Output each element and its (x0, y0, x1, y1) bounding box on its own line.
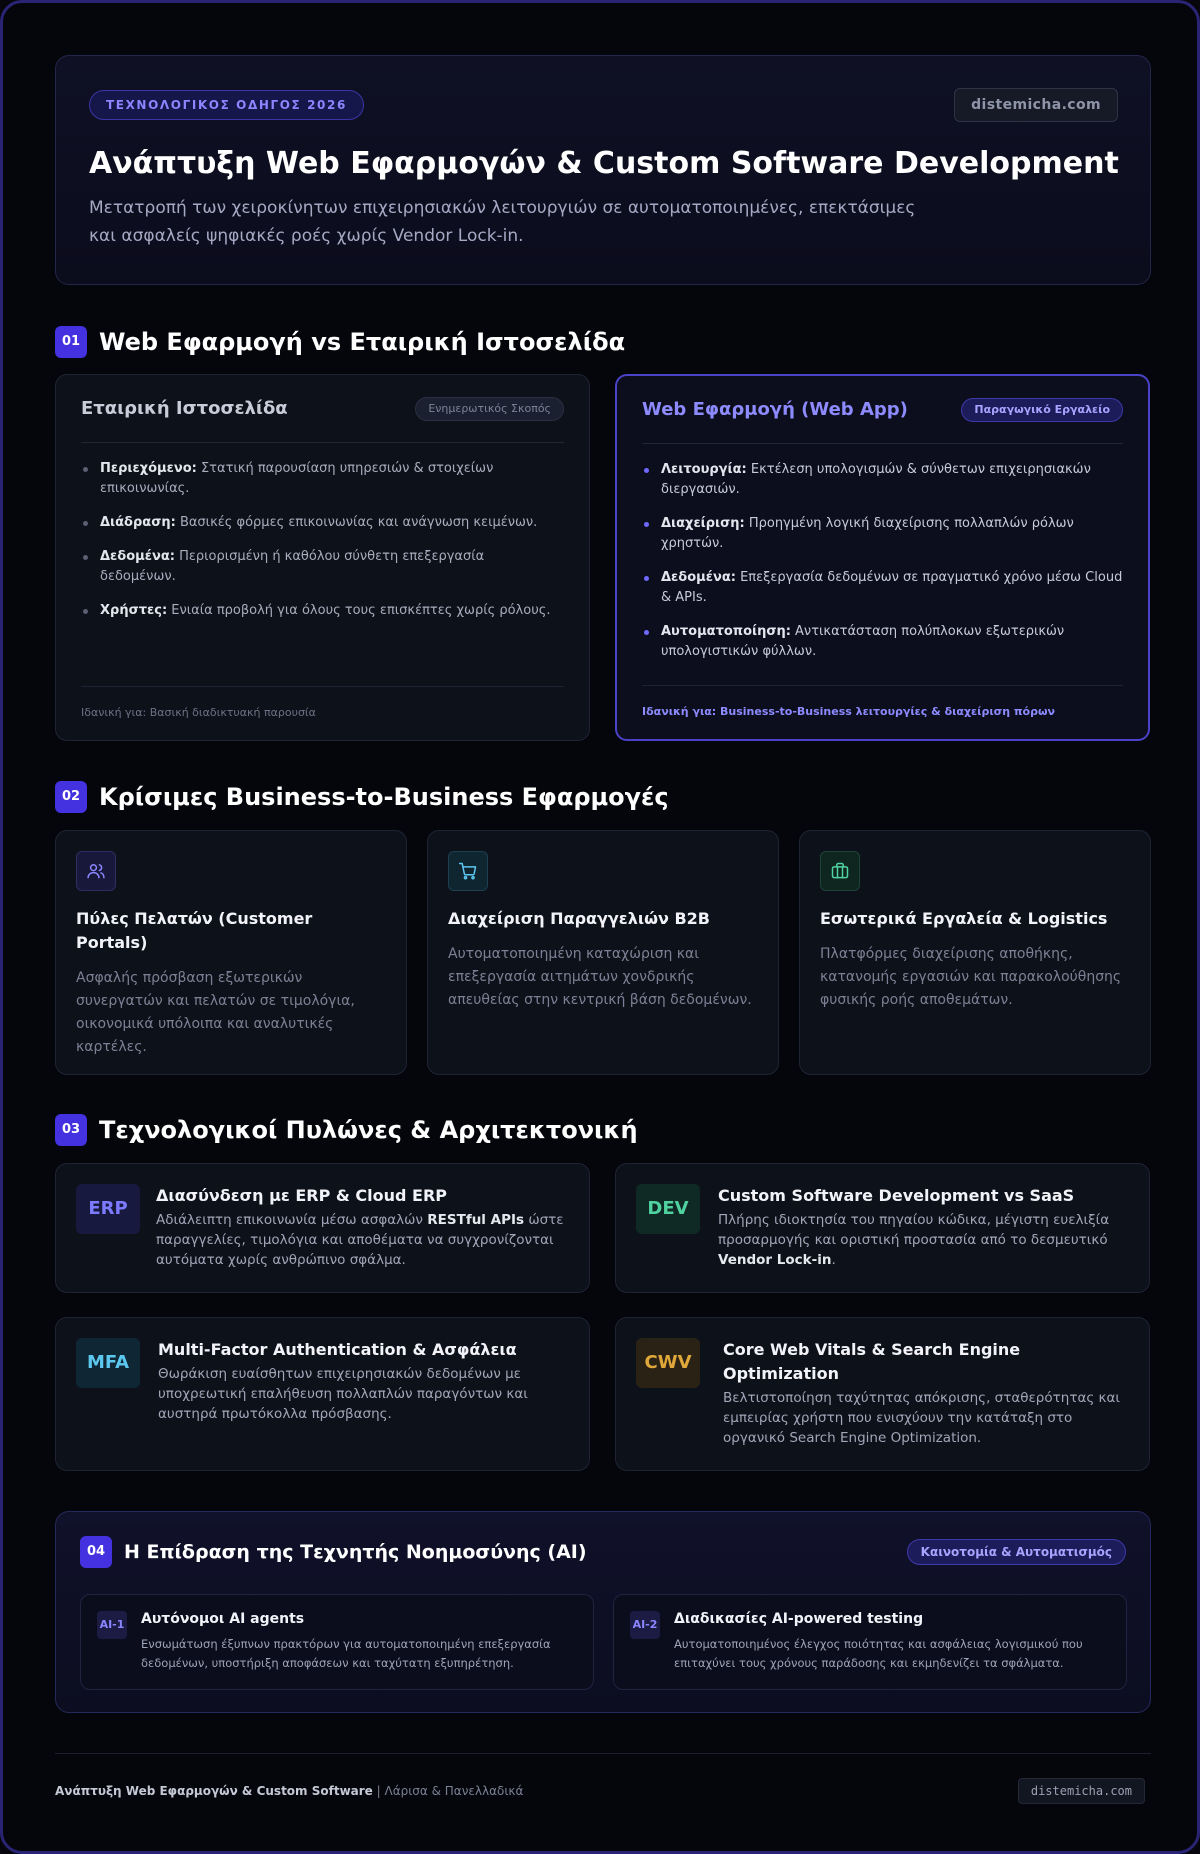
item-text: Εκτέλεση υπολογισμών & σύνθετων επιχειρησιακών διεργασιών. (661, 462, 1091, 497)
b2b-card (799, 830, 1151, 1075)
subtitle-line: και ασφαλείς ψηφιακές ροές χωρίς Vendor Lock-in. (89, 226, 524, 246)
list-item (642, 460, 1123, 500)
ai-card-body (674, 1609, 1110, 1673)
users-icon (76, 851, 116, 891)
card-title: Αυτόνομοι AI agents (141, 1611, 305, 1627)
section-heading (55, 326, 625, 358)
card-text (156, 1210, 565, 1270)
ai-card (80, 1594, 594, 1690)
card-header (642, 376, 1123, 444)
briefcase-icon (820, 851, 860, 891)
item-label: Δεδομένα: (661, 570, 736, 585)
tech-card-body (156, 1184, 565, 1270)
text-part: Βελτιστοποίηση ταχύτητας απόκρισης, σταθερότητας και εμπειρίας χρήστη που ενισχύουν την κατάταξη στο οργανικό Search Engine Optimization. (723, 1390, 1120, 1446)
card-title: Custom Software Development vs SaaS (718, 1186, 1075, 1205)
section-title: Η Επίδραση της Τεχνητής Νοημοσύνης (AI) (124, 1541, 587, 1563)
text-part: . (831, 1252, 836, 1268)
item-text: Αντικατάσταση πολύπλοκων εξωτερικών υπολογιστικών φύλλων. (661, 624, 1065, 659)
guide-badge: ΤΕΧΝΟΛΟΓΙΚΟΣ ΟΔΗΓΟΣ 2026 (89, 90, 364, 120)
erp-badge: ERP (76, 1184, 140, 1234)
ai-badge: AI-2 (630, 1611, 660, 1639)
text-emphasis: RESTful APIs (427, 1212, 525, 1228)
subtitle-line: Μετατροπή των χειροκίνητων επιχειρησιακών λειτουργιών σε αυτοματοποιημένες, επεκτάσιμες (89, 198, 916, 218)
ai-panel (55, 1511, 1151, 1713)
ideal-for-note: Ιδανική για: Βασική διαδικτυακή παρουσία (81, 686, 564, 740)
section-number: 04 (80, 1536, 112, 1568)
card-text (158, 1364, 565, 1424)
section-number: 02 (55, 781, 87, 813)
ai-badge: AI-1 (97, 1611, 127, 1639)
item-text: Επεξεργασία δεδομένων σε πραγματικό χρόνο μέσω Cloud & APIs. (661, 570, 1123, 605)
card-text: Ενσωμάτωση έξυπνων πρακτόρων για αυτοματοποιημένη επεξεργασία δεδομένων, υποστήριξη αποφάσεων και ταχύτατη εξυπηρέτηση. (141, 1637, 551, 1670)
card-title: Διαδικασίες AI-powered testing (674, 1611, 924, 1627)
page-subtitle (89, 194, 989, 250)
item-label: Περιεχόμενο: (100, 461, 197, 476)
list-item (81, 547, 564, 587)
item-text: Στατική παρουσίαση υπηρεσιών & στοιχείων επικοινωνίας. (100, 461, 494, 496)
hero-panel (55, 55, 1151, 285)
cart-icon (448, 851, 488, 891)
card-title: Διαχείριση Παραγγελιών B2B (448, 909, 710, 928)
b2b-card (427, 830, 779, 1075)
purpose-tag: Ενημερωτικός Σκοπός (415, 397, 564, 421)
footer-location: | Λάρισα & Πανελλαδικά (372, 1784, 524, 1798)
section-title: Web Εφαρμογή vs Εταιρική Ιστοσελίδα (99, 328, 626, 356)
card-text: Ασφαλής πρόσβαση εξωτερικών συνεργατών και πελατών σε τιμολόγια, οικονομικά υπόλοιπα και αναλυτικές καρτέλες. (76, 970, 355, 1055)
card-text: Αυτοματοποιημένος έλεγχος ποιότητας και ασφάλειας λογισμικού που επιταχύνει τους χρόνους παράδοσης και εκμηδενίζει τα σφάλματα. (674, 1637, 1083, 1670)
card-text: Αυτοματοποιημένη καταχώριση και επεξεργασία αιτημάτων χονδρικής απευθείας στην κεντρική βάση δεδομένων. (448, 946, 752, 1008)
cwv-badge: CWV (636, 1338, 700, 1388)
footer-brand: Ανάπτυξη Web Εφαρμογών & Custom Software (55, 1784, 373, 1798)
tech-card (615, 1317, 1150, 1471)
card-text: Πλατφόρμες διαχείρισης αποθήκης, κατανομής εργασιών και παρακολούθησης φυσικής ροής αποθεμάτων. (820, 946, 1122, 1008)
text-part: Θωράκιση ευαίσθητων επιχειρησιακών δεδομένων με υποχρεωτική επαλήθευση πολλαπλών παραγόντων και αυστηρά πρωτόκολλα πρόσβασης. (158, 1366, 528, 1422)
item-text: Βασικές φόρμες επικοινωνίας και ανάγνωση κειμένων. (175, 515, 538, 530)
section-title: Τεχνολογικοί Πυλώνες & Αρχιτεκτονική (99, 1116, 638, 1144)
section-heading (80, 1536, 587, 1568)
card-title: Πύλες Πελατών (Customer Portals) (76, 909, 313, 952)
feature-list (81, 443, 564, 621)
text-part: ώστε παραγγελίες, τιμολόγια και αποθέματα να συγχρονίζονται αυτόματα χωρίς ανθρώπινο σφάλμα. (156, 1212, 564, 1268)
card-title: Core Web Vitals & Search Engine Optimization (723, 1340, 1021, 1383)
item-label: Διάδραση: (100, 515, 176, 530)
tech-card (55, 1317, 590, 1471)
list-item (81, 601, 564, 621)
list-item (642, 514, 1123, 554)
item-text: Ενιαία προβολή για όλους τους επισκέπτες χωρίς ρόλους. (167, 603, 551, 618)
webapp-card (615, 374, 1150, 741)
section-number: 01 (55, 326, 87, 358)
card-title: Εσωτερικά Εργαλεία & Logistics (820, 909, 1108, 928)
list-item (642, 622, 1123, 662)
mfa-badge: MFA (76, 1338, 140, 1388)
tech-card-body (718, 1184, 1125, 1270)
website-card (55, 374, 590, 741)
item-label: Λειτουργία: (661, 462, 747, 477)
tech-card (55, 1163, 590, 1293)
card-text (723, 1388, 1125, 1448)
ai-card-body (141, 1609, 577, 1673)
item-label: Χρήστες: (100, 603, 168, 618)
purpose-tag: Παραγωγικό Εργαλείο (961, 398, 1123, 422)
list-item (81, 459, 564, 499)
card-title: Web Εφαρμογή (Web App) (642, 399, 908, 420)
card-text (718, 1210, 1125, 1270)
dev-badge: DEV (636, 1184, 700, 1234)
card-title: Εταιρική Ιστοσελίδα (81, 398, 288, 419)
footer-text (55, 1783, 523, 1799)
text-part: Πλήρης ιδιοκτησία του πηγαίου κώδικα, μέγιστη ευελιξία προσαρμογής και οριστική προστασία από το δεσμευτικό (718, 1212, 1110, 1248)
site-link[interactable]: distemicha.com (954, 88, 1118, 122)
tech-card (615, 1163, 1150, 1293)
b2b-card (55, 830, 407, 1075)
list-item (642, 568, 1123, 608)
footer-site-link[interactable]: distemicha.com (1018, 1778, 1145, 1804)
section-number: 03 (55, 1114, 87, 1146)
item-label: Αυτοματοποίηση: (661, 624, 791, 639)
section-heading (55, 1114, 638, 1146)
feature-list (642, 444, 1123, 662)
item-label: Δεδομένα: (100, 549, 175, 564)
list-item (81, 513, 564, 533)
item-label: Διαχείριση: (661, 516, 745, 531)
item-text: Περιορισμένη ή καθόλου σύνθετη επεξεργασία δεδομένων. (100, 549, 485, 584)
card-title: Multi-Factor Authentication & Ασφάλεια (158, 1340, 517, 1359)
text-part: Αδιάλειπτη επικοινωνία μέσω ασφαλών (156, 1212, 428, 1228)
tech-card-body (723, 1338, 1125, 1448)
ai-card (613, 1594, 1127, 1690)
ideal-for-note: Ιδανική για: Business-to-Business λειτουργίες & διαχείριση πόρων (642, 685, 1123, 739)
footer-divider (55, 1753, 1151, 1754)
section-title: Κρίσιμες Business-to-Business Εφαρμογές (99, 783, 669, 811)
page-title: Ανάπτυξη Web Εφαρμογών & Custom Software Development (89, 146, 1119, 181)
card-title: Διασύνδεση με ERP & Cloud ERP (156, 1186, 448, 1205)
card-header (81, 375, 564, 443)
innovation-tag: Καινοτομία & Αυτοματισμός (907, 1539, 1126, 1565)
section-heading (55, 781, 669, 813)
text-emphasis: Vendor Lock-in (718, 1252, 832, 1268)
tech-card-body (158, 1338, 565, 1424)
item-text: Προηγμένη λογική διαχείρισης πολλαπλών ρόλων χρηστών. (661, 516, 1074, 551)
